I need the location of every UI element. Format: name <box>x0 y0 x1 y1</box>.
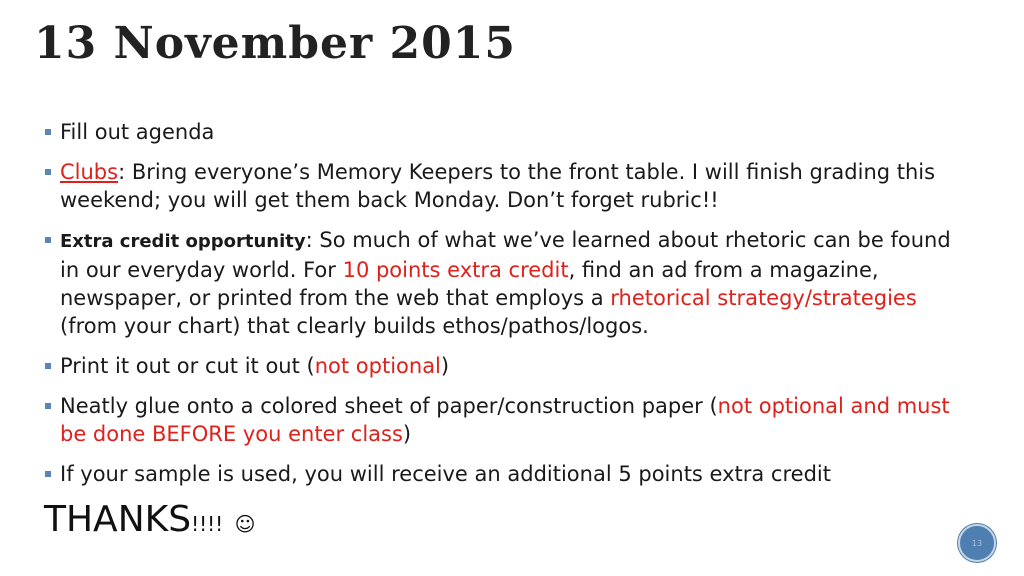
bullet-text: (from your chart) that clearly builds ethos/pathos/logos. <box>60 314 649 338</box>
extra-credit-points: 10 points extra credit <box>342 258 569 282</box>
bullet-text: Print it out or cut it out ( <box>60 354 315 378</box>
extra-credit-lead: Extra credit opportunity <box>60 231 306 252</box>
thanks-word: THANKS <box>44 499 192 540</box>
bullet-text: Neatly glue onto a colored sheet of paper/construction paper ( <box>60 394 718 418</box>
bullet-glue <box>44 392 974 448</box>
slide-title: 13 November 2015 <box>34 18 516 69</box>
thanks-exclamations: !!!! <box>191 512 224 536</box>
not-optional-before-class: not optional and must be done BEFORE you enter class <box>60 394 950 446</box>
bullet-text: ) <box>402 422 412 446</box>
slide-number: 13 <box>971 538 983 548</box>
thanks-line <box>44 497 255 547</box>
rhetorical-strategy: rhetorical strategy/strategies <box>610 286 917 310</box>
bullet-clubs <box>44 158 974 214</box>
smiley-icon: ☺ <box>234 512 256 536</box>
bullet-text: , find an ad from a magazine, newspaper, or printed from the web that employs a <box>60 258 879 310</box>
slide-number-badge <box>958 524 996 562</box>
bullet-fill-agenda <box>44 118 974 146</box>
bullet-text: Fill out agenda <box>60 120 215 144</box>
bullet-print <box>44 352 974 380</box>
bullet-text: ) <box>440 354 450 378</box>
bullet-text: : So much of what we’ve learned about rhetoric can be found in our everyday world. For <box>60 228 951 282</box>
bullet-sample-used <box>44 460 974 488</box>
not-optional-note: not optional <box>314 354 441 378</box>
bullet-text: If your sample is used, you will receive an additional 5 points extra credit <box>60 462 831 486</box>
bullet-text: : Bring everyone’s Memory Keepers to the front table. I will finish grading this weekend; you will get them back Monday. Don’t forget rubric!! <box>60 160 936 212</box>
bullet-extra-credit <box>44 226 974 340</box>
bullet-list <box>44 118 974 500</box>
clubs-link[interactable]: Clubs <box>60 160 119 184</box>
